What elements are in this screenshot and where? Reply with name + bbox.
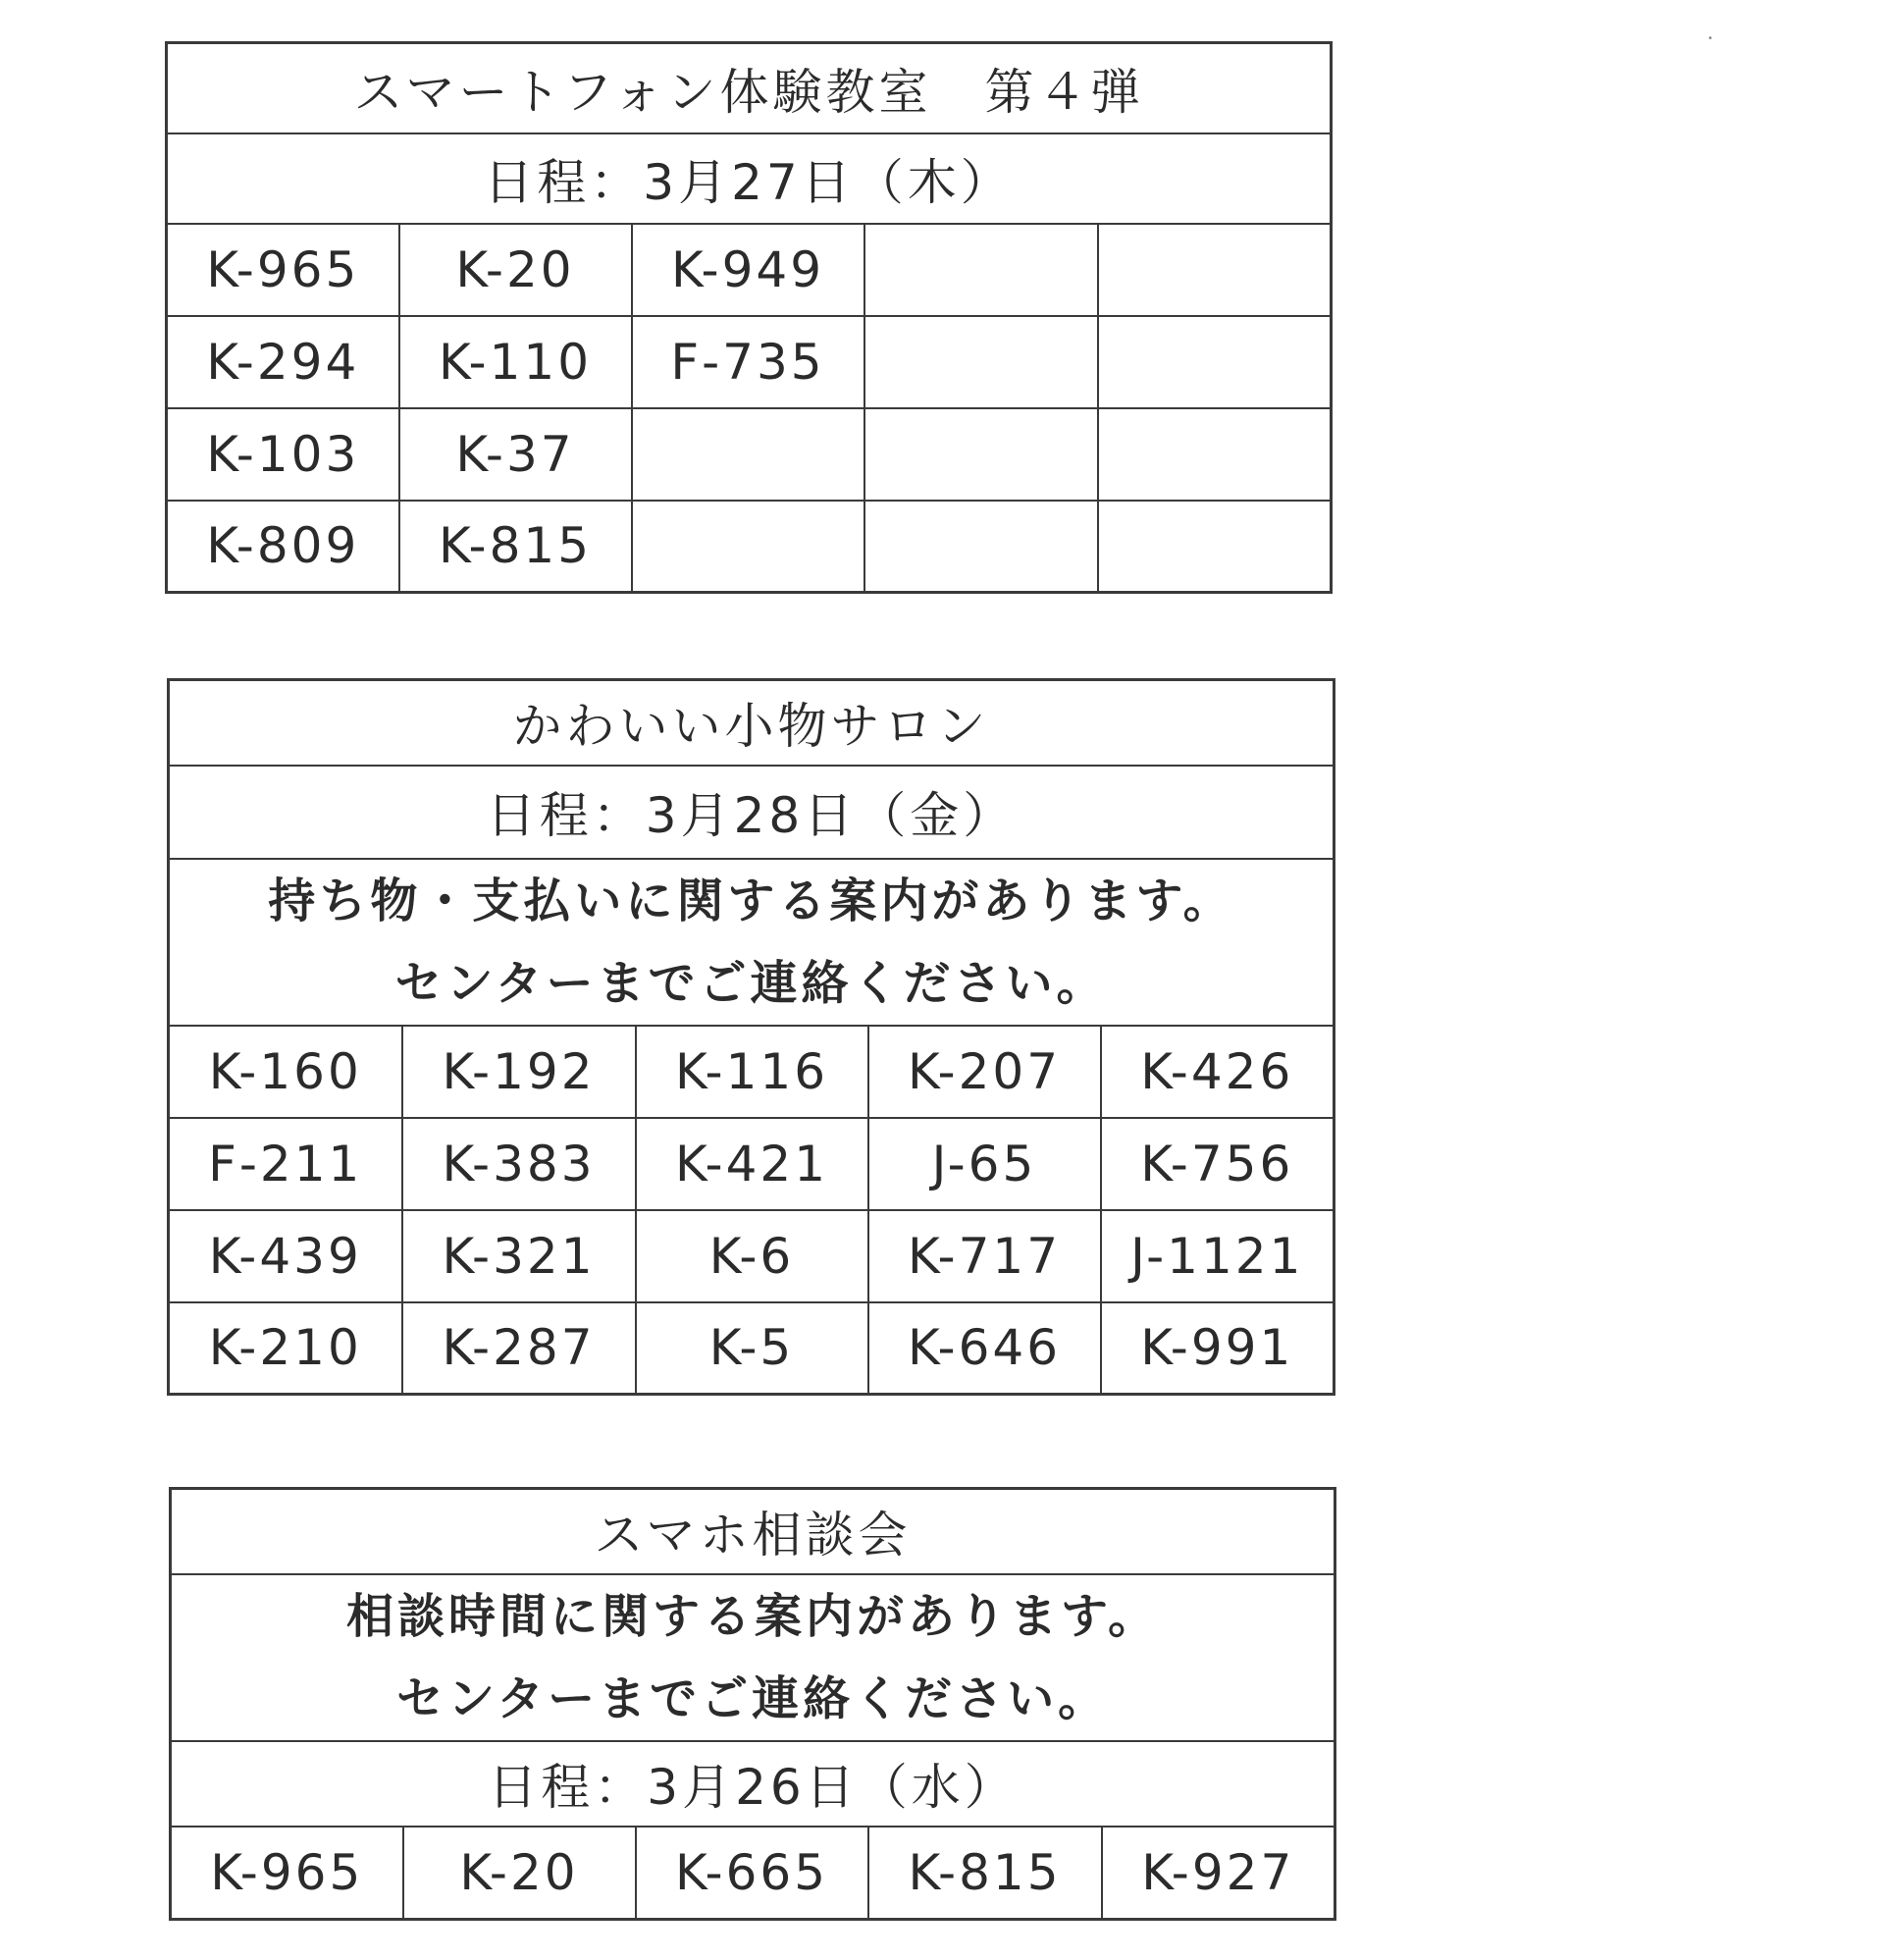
participant-id-cell: K-421: [636, 1118, 868, 1210]
participant-id-cell: [632, 408, 864, 501]
participant-id-cell: J-65: [868, 1118, 1101, 1210]
participant-id-cell: K-927: [1102, 1827, 1335, 1920]
participant-id-cell: [1098, 224, 1332, 316]
participant-id-cell: K-815: [868, 1827, 1102, 1920]
table-row: [169, 1302, 1334, 1395]
event-title: かわいい小物サロン: [169, 680, 1334, 766]
table-row: [167, 501, 1332, 593]
notice-line: センターまでご連絡ください。: [395, 1670, 1110, 1726]
participant-id-cell: K-809: [167, 501, 399, 593]
table-row: [169, 1026, 1334, 1118]
participant-id-cell: [864, 316, 1098, 408]
participant-id-cell: K-949: [632, 224, 864, 316]
participant-id-cell: K-426: [1101, 1026, 1334, 1118]
table-row: [167, 316, 1332, 408]
participant-id-cell: K-20: [403, 1827, 636, 1920]
participant-id-cell: [1098, 316, 1332, 408]
table-row: [167, 224, 1332, 316]
table-row: [169, 1118, 1334, 1210]
participant-id-cell: K-110: [399, 316, 632, 408]
participant-id-cell: K-160: [169, 1026, 402, 1118]
event-table-smartphone-consultation: [169, 1487, 1336, 1921]
participant-id-cell: K-192: [402, 1026, 636, 1118]
participant-id-cell: K-383: [402, 1118, 636, 1210]
event-table-smartphone-class: [165, 41, 1333, 594]
notice-line: 持ち物・支払いに関する案内があります。: [268, 873, 1234, 928]
participant-id-cell: K-6: [636, 1210, 868, 1302]
participant-id-cell: K-965: [167, 224, 399, 316]
event-date: 日程：3月26日（水）: [171, 1741, 1335, 1827]
participant-id-cell: [1098, 501, 1332, 593]
notice-text: [171, 1574, 1335, 1741]
participant-id-cell: K-5: [636, 1302, 868, 1395]
participant-id-cell: [864, 224, 1098, 316]
participant-id-cell: K-210: [169, 1302, 402, 1395]
participant-id-cell: K-717: [868, 1210, 1101, 1302]
participant-id-cell: K-287: [402, 1302, 636, 1395]
notice-line: センターまでご連絡ください。: [394, 955, 1108, 1011]
participant-id-cell: K-756: [1101, 1118, 1334, 1210]
participant-id-cell: K-321: [402, 1210, 636, 1302]
table-row: [167, 408, 1332, 501]
participant-id-cell: [864, 501, 1098, 593]
participant-id-cell: K-991: [1101, 1302, 1334, 1395]
participant-id-cell: K-116: [636, 1026, 868, 1118]
event-table-accessory-salon: [167, 678, 1335, 1396]
participant-id-cell: K-815: [399, 501, 632, 593]
participant-id-cell: [1098, 408, 1332, 501]
participant-id-cell: K-294: [167, 316, 399, 408]
table-row: [169, 1210, 1334, 1302]
participant-id-cell: K-37: [399, 408, 632, 501]
participant-id-cell: K-103: [167, 408, 399, 501]
participant-id-cell: K-20: [399, 224, 632, 316]
event-title: スマートフォン体験教室 第４弾: [167, 43, 1332, 133]
participant-id-cell: [632, 501, 864, 593]
participant-id-cell: [864, 408, 1098, 501]
participant-id-cell: K-207: [868, 1026, 1101, 1118]
participant-id-cell: F-735: [632, 316, 864, 408]
scan-speck: •: [1707, 33, 1713, 44]
event-date: 日程：3月27日（木）: [167, 133, 1332, 224]
notice-line: 相談時間に関する案内があります。: [345, 1588, 1160, 1644]
event-title: スマホ相談会: [171, 1489, 1335, 1574]
participant-id-cell: F-211: [169, 1118, 402, 1210]
notice-text: [169, 859, 1334, 1026]
participant-id-cell: K-439: [169, 1210, 402, 1302]
participant-id-cell: K-646: [868, 1302, 1101, 1395]
participant-id-cell: J-1121: [1101, 1210, 1334, 1302]
table-row: [171, 1827, 1335, 1920]
participant-id-cell: K-665: [636, 1827, 868, 1920]
participant-id-cell: K-965: [171, 1827, 403, 1920]
event-date: 日程：3月28日（金）: [169, 766, 1334, 859]
